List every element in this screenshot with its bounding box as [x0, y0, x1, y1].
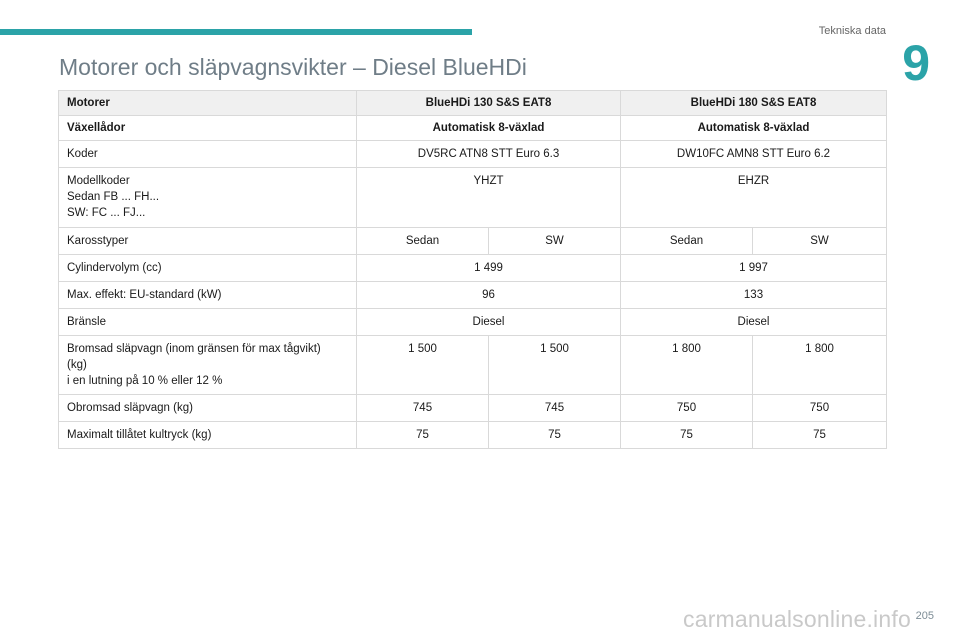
table-row — [59, 281, 887, 308]
row-label: Max. effekt: EU-standard (kW) — [59, 281, 357, 308]
row-label: Växellådor — [59, 116, 357, 141]
table-cell: 75 — [753, 422, 887, 449]
table-cell: 745 — [489, 395, 621, 422]
table-cell: 1 800 — [621, 335, 753, 394]
row-label — [59, 168, 357, 227]
table-row — [59, 91, 887, 116]
label-line: Modellkoder — [67, 175, 130, 188]
watermark: carmanualsonline.info — [683, 606, 911, 632]
table-row — [59, 308, 887, 335]
table-cell: Automatisk 8-växlad — [621, 116, 887, 141]
table-cell: 1 800 — [753, 335, 887, 394]
table-cell: 750 — [753, 395, 887, 422]
table-row — [59, 116, 887, 141]
row-label: Obromsad släpvagn (kg) — [59, 395, 357, 422]
table-row — [59, 395, 887, 422]
table-cell: Diesel — [621, 308, 887, 335]
page-number: 205 — [915, 610, 934, 622]
top-accent-bar — [0, 29, 472, 35]
row-label — [59, 335, 357, 394]
table-row — [59, 422, 887, 449]
table-cell: EHZR — [621, 168, 887, 227]
table-cell: 750 — [621, 395, 753, 422]
section-label: Tekniska data — [818, 25, 886, 37]
row-label: Bränsle — [59, 308, 357, 335]
table-cell: YHZT — [357, 168, 621, 227]
table-cell: Sedan — [621, 227, 753, 254]
table-cell: 1 499 — [357, 254, 621, 281]
table-cell: SW — [753, 227, 887, 254]
table-row — [59, 227, 887, 254]
table-row — [59, 168, 887, 227]
label-line: Sedan FB ... FH... — [67, 191, 160, 204]
table-row — [59, 254, 887, 281]
table-cell: DW10FC AMN8 STT Euro 6.2 — [621, 141, 887, 168]
table-cell: 75 — [357, 422, 489, 449]
table-cell: Sedan — [357, 227, 489, 254]
table-cell: 1 997 — [621, 254, 887, 281]
table-cell: 133 — [621, 281, 887, 308]
table-cell: 75 — [489, 422, 621, 449]
chapter-number: 9 — [902, 35, 930, 91]
engine-spec-table — [58, 90, 887, 449]
table-cell: DV5RC ATN8 STT Euro 6.3 — [357, 141, 621, 168]
label-line: (kg) — [67, 359, 87, 372]
row-label: Koder — [59, 141, 357, 168]
table-row — [59, 335, 887, 394]
label-line: SW: FC ... FJ... — [67, 207, 146, 220]
label-line: Bromsad släpvagn (inom gränsen för max tågvikt) — [67, 342, 321, 355]
table-row — [59, 141, 887, 168]
table-cell: Diesel — [357, 308, 621, 335]
row-label: Cylindervolym (cc) — [59, 254, 357, 281]
row-label: Karosstyper — [59, 227, 357, 254]
table-cell: 1 500 — [489, 335, 621, 394]
page-title: Motorer och släpvagnsvikter – Diesel BlueHDi — [59, 54, 527, 80]
table-cell: 745 — [357, 395, 489, 422]
engine-col-1: BlueHDi 130 S&S EAT8 — [357, 91, 621, 116]
table-cell: 96 — [357, 281, 621, 308]
table-cell: 1 500 — [357, 335, 489, 394]
engine-col-2: BlueHDi 180 S&S EAT8 — [621, 91, 887, 116]
row-label: Maximalt tillåtet kultryck (kg) — [59, 422, 357, 449]
row-label: Motorer — [59, 91, 357, 116]
label-line: i en lutning på 10 % eller 12 % — [67, 375, 223, 388]
table-cell: Automatisk 8-växlad — [357, 116, 621, 141]
table-cell: SW — [489, 227, 621, 254]
table-cell: 75 — [621, 422, 753, 449]
